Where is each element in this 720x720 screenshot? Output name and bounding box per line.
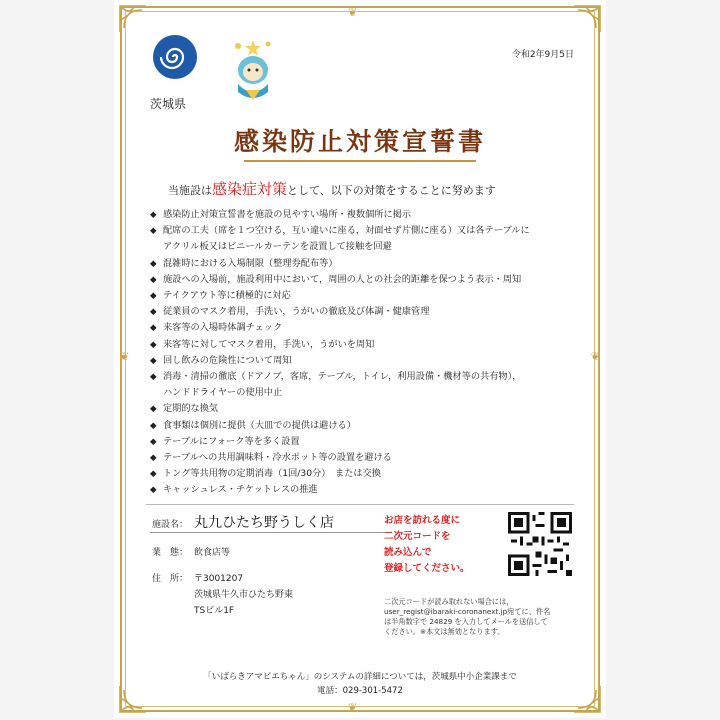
amabie-mascot-icon (224, 34, 282, 104)
corner-ornament-icon (116, 2, 150, 36)
list-item: ◆ 消毒・清掃の徹底（ドアノブ，客席，テーブル，トイレ，利用設備・機材等の共有物）， (150, 369, 582, 385)
list-item: ◆ 来客等の入場時体調チェック (150, 320, 582, 336)
list-item: ◆ 定期的な換気 (150, 401, 582, 417)
business-type: 飲食店等 (194, 548, 231, 558)
footer-phone: 電話：029-301-5472 (317, 686, 403, 696)
lead-sentence (168, 178, 496, 199)
declaration-page (114, 0, 606, 718)
measures-list (150, 207, 582, 499)
diamond-bullet-icon: ◆ (150, 323, 157, 334)
list-item: ◆ 混雑時における入場制限（整理券配布等） (150, 256, 582, 272)
qr-fallback-note: 二次元コードが読み取れない場合には， user_regist@ibaraki-coronanext.jp宛てに、件名 は半角数字で 24829 を入力してメールを送信して ください。※本文は無効となります。 (384, 597, 551, 636)
diamond-bullet-icon: ◆ (150, 226, 157, 237)
diamond-bullet-icon: ◆ (150, 453, 157, 464)
footer-info: 「いばらきアマビエちゃん」のシステムの詳細については，茨城県中小企業課まで (203, 672, 517, 682)
diamond-bullet-icon: ◆ (150, 274, 157, 285)
scan-instruction: お店を訪れる度に 二次元コードを 読み込んで 登録してください。 (384, 515, 470, 574)
facility-name-label: 施設名： (152, 520, 189, 530)
list-item-continuation: ハンドドライヤーの使用中止 (163, 387, 283, 399)
address-label: 住 所： (152, 574, 189, 584)
postal-code: 〒3001207 (194, 574, 244, 584)
list-item: ◆ テイクアウト等に積極的に対応 (150, 288, 582, 304)
diamond-bullet-icon: ◆ (150, 307, 157, 318)
diamond-bullet-icon: ◆ (150, 339, 157, 350)
list-item: ◆ 施設への入場前，施設利用中において，周囲の人との社会的距離を保つよう表示・周知 (150, 272, 582, 288)
diamond-bullet-icon: ◆ (150, 372, 157, 383)
lead-highlight: 感染症対策 (212, 180, 288, 198)
list-item: ◆ 従業員のマスク着用，手洗い，うがいの徹底及び体調・健康管理 (150, 304, 582, 320)
address-line-1: 茨城県牛久市ひたち野東 (194, 590, 294, 600)
list-item: ◆ 食事類は個別に提供（大皿での提供は避ける） (150, 418, 582, 434)
business-type-label: 業 態： (152, 548, 189, 558)
list-item: ◆ 回し飲みの危険性について周知 (150, 353, 582, 369)
declaration-date: 令和2年9月5日 (511, 50, 574, 60)
list-item: ◆ テーブルへの共用調味料・冷水ポット等の設置を避ける (150, 450, 582, 466)
page-title: 感染防止対策宣誓書 (233, 127, 486, 156)
ornament-icon: ❦ (120, 350, 130, 363)
ornament-icon: ❦ (348, 6, 358, 19)
list-item: ◆ 感染防止対策宣誓書を施設の見やすい場所・複数個所に掲示 (150, 207, 582, 223)
corner-ornament-icon (570, 2, 604, 36)
diamond-bullet-icon: ◆ (150, 420, 157, 431)
diamond-bullet-icon: ◆ (150, 485, 157, 496)
diamond-bullet-icon: ◆ (150, 291, 157, 302)
list-item-continuation: アクリル板又はビニールカーテンを設置して接触を回避 (163, 241, 392, 253)
address-line-2: TSビル1F (194, 606, 235, 616)
diamond-bullet-icon: ◆ (150, 355, 157, 366)
list-item: ◆ 来客等に対してマスク着用，手洗い，うがいを周知 (150, 337, 582, 353)
diamond-bullet-icon: ◆ (150, 436, 157, 447)
list-item: ◆ 配席の工夫（席を１つ空ける，互い違いに座る，対面せず片側に座る）又は各テーブルに (150, 223, 582, 239)
list-item: ◆ キャッシュレス・チケットレスの推進 (150, 482, 582, 498)
ornament-icon: ❦ (590, 350, 600, 363)
diamond-bullet-icon: ◆ (150, 404, 157, 415)
title-divider (244, 160, 476, 162)
facility-name: 丸九ひたち野うしく店 (194, 515, 334, 531)
diamond-bullet-icon: ◆ (150, 469, 157, 480)
section-divider (146, 504, 574, 505)
prefecture-name: 茨城県 (150, 97, 187, 111)
qr-code[interactable] (508, 512, 572, 576)
diamond-bullet-icon: ◆ (150, 210, 157, 220)
ornament-icon: ❦ (348, 701, 358, 714)
list-item: ◆ テーブルにフォーク等を多く設置 (150, 434, 582, 450)
lead-suffix: として、以下の対策をすることに努めます (287, 184, 496, 197)
lead-prefix: 当施設は (168, 184, 212, 197)
diamond-bullet-icon: ◆ (150, 258, 157, 269)
facility-name-underline (150, 532, 390, 533)
ibaraki-logo-icon (152, 34, 198, 80)
list-item: ◆ トング等共用物の定期消毒（1回/30分） または交換 (150, 466, 582, 482)
